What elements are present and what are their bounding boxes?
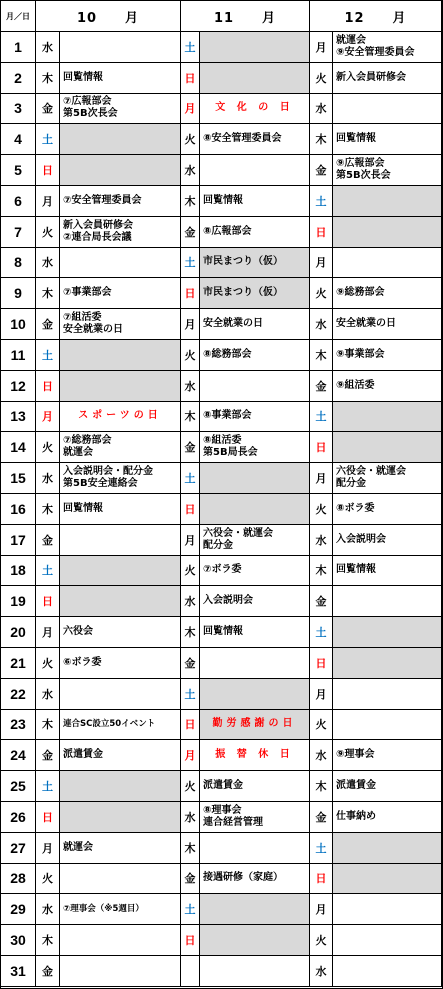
- weekday-nov: 火: [181, 556, 200, 587]
- weekday-nov: 日: [181, 494, 200, 525]
- event-nov: 勤労感謝の日: [200, 710, 310, 741]
- weekday-oct: 土: [36, 124, 60, 155]
- weekday-oct: 金: [36, 309, 60, 340]
- event-dec: [333, 617, 442, 648]
- event-oct: 回覧情報: [60, 63, 181, 94]
- event-oct: ⑦安全管理委員会: [60, 186, 181, 217]
- weekday-oct: 木: [36, 494, 60, 525]
- day-number: 18: [1, 556, 36, 587]
- event-dec: [333, 710, 442, 741]
- weekday-nov: 水: [181, 586, 200, 617]
- event-dec: [333, 864, 442, 895]
- weekday-oct: 日: [36, 371, 60, 402]
- weekday-dec: 月: [310, 32, 333, 63]
- event-dec: [333, 679, 442, 710]
- weekday-nov: 月: [181, 94, 200, 125]
- weekday-nov: 木: [181, 833, 200, 864]
- event-oct: [60, 925, 181, 956]
- weekday-oct: 金: [36, 956, 60, 987]
- day-number: 15: [1, 463, 36, 494]
- event-oct: [60, 340, 181, 371]
- event-dec: ⑨理事会: [333, 740, 442, 771]
- event-dec: ⑨事業部会: [333, 340, 442, 371]
- weekday-nov: 水: [181, 802, 200, 833]
- event-nov: 振 替 休 日: [200, 740, 310, 771]
- weekday-nov: 土: [181, 32, 200, 63]
- event-dec: ⑧ボラ委: [333, 494, 442, 525]
- event-oct: [60, 586, 181, 617]
- event-oct: 入会説明会・配分金 第5B安全連絡会: [60, 463, 181, 494]
- weekday-dec: 水: [310, 94, 333, 125]
- day-number: 27: [1, 833, 36, 864]
- event-nov: 回覧情報: [200, 186, 310, 217]
- weekday-nov: 木: [181, 186, 200, 217]
- day-number: 13: [1, 402, 36, 433]
- event-oct: [60, 556, 181, 587]
- weekday-oct: 木: [36, 925, 60, 956]
- weekday-dec: 水: [310, 740, 333, 771]
- weekday-nov: 火: [181, 771, 200, 802]
- weekday-oct: 土: [36, 340, 60, 371]
- event-oct: ⑥ボラ委: [60, 648, 181, 679]
- day-number: 7: [1, 217, 36, 248]
- weekday-oct: 日: [36, 586, 60, 617]
- event-dec: [333, 186, 442, 217]
- event-oct: [60, 248, 181, 279]
- weekday-dec: 水: [310, 309, 333, 340]
- event-oct: [60, 155, 181, 186]
- weekday-oct: 金: [36, 525, 60, 556]
- weekday-oct: 火: [36, 864, 60, 895]
- weekday-dec: 火: [310, 710, 333, 741]
- weekday-nov: 月: [181, 525, 200, 556]
- header-month-dec: 12 月: [310, 1, 442, 32]
- weekday-oct: 日: [36, 155, 60, 186]
- weekday-oct: 水: [36, 679, 60, 710]
- event-dec: [333, 925, 442, 956]
- event-nov: [200, 956, 310, 987]
- day-number: 22: [1, 679, 36, 710]
- weekday-nov: 日: [181, 63, 200, 94]
- weekday-nov: 月: [181, 740, 200, 771]
- event-nov: 派遣賃金: [200, 771, 310, 802]
- event-nov: [200, 925, 310, 956]
- event-oct: 回覧情報: [60, 494, 181, 525]
- day-number: 8: [1, 248, 36, 279]
- event-nov: [200, 648, 310, 679]
- weekday-nov: 土: [181, 679, 200, 710]
- event-nov: [200, 63, 310, 94]
- weekday-dec: 日: [310, 864, 333, 895]
- weekday-dec: 土: [310, 617, 333, 648]
- weekday-nov: 火: [181, 124, 200, 155]
- weekday-nov: [181, 956, 200, 987]
- weekday-dec: 日: [310, 432, 333, 463]
- day-number: 29: [1, 894, 36, 925]
- day-number: 9: [1, 278, 36, 309]
- event-oct: 就運会: [60, 833, 181, 864]
- weekday-oct: 木: [36, 278, 60, 309]
- event-oct: ⑦事業部会: [60, 278, 181, 309]
- weekday-nov: 火: [181, 340, 200, 371]
- event-dec: ⑨広報部会 第5B次長会: [333, 155, 442, 186]
- weekday-oct: 月: [36, 617, 60, 648]
- day-number: 14: [1, 432, 36, 463]
- event-oct: スポーツの日: [60, 402, 181, 433]
- weekday-nov: 金: [181, 217, 200, 248]
- event-dec: [333, 648, 442, 679]
- event-dec: 新入会員研修会: [333, 63, 442, 94]
- event-dec: 六役会・就運会 配分金: [333, 463, 442, 494]
- event-dec: 仕事納め: [333, 802, 442, 833]
- event-dec: [333, 956, 442, 987]
- event-oct: ⑦総務部会 就運会: [60, 432, 181, 463]
- weekday-dec: 金: [310, 371, 333, 402]
- weekday-oct: 金: [36, 94, 60, 125]
- weekday-dec: 月: [310, 248, 333, 279]
- weekday-dec: 水: [310, 525, 333, 556]
- event-oct: [60, 525, 181, 556]
- event-dec: 回覧情報: [333, 556, 442, 587]
- event-oct: 新入会員研修会 ②連合局長会議: [60, 217, 181, 248]
- event-nov: 接遇研修（家庭）: [200, 864, 310, 895]
- event-dec: [333, 432, 442, 463]
- event-nov: ⑧事業部会: [200, 402, 310, 433]
- weekday-oct: 日: [36, 802, 60, 833]
- event-dec: [333, 833, 442, 864]
- weekday-oct: 水: [36, 894, 60, 925]
- weekday-oct: 木: [36, 63, 60, 94]
- day-number: 31: [1, 956, 36, 987]
- weekday-dec: 木: [310, 771, 333, 802]
- event-nov: ⑦ボラ委: [200, 556, 310, 587]
- weekday-dec: 火: [310, 494, 333, 525]
- event-dec: 入会説明会: [333, 525, 442, 556]
- event-oct: ⑦組活委 安全就業の日: [60, 309, 181, 340]
- event-nov: ⑧組活委 第5B局長会: [200, 432, 310, 463]
- event-oct: [60, 802, 181, 833]
- weekday-nov: 土: [181, 248, 200, 279]
- event-dec: 就運会 ⑨安全管理委員会: [333, 32, 442, 63]
- weekday-nov: 水: [181, 371, 200, 402]
- day-number: 12: [1, 371, 36, 402]
- event-nov: [200, 679, 310, 710]
- event-nov: 市民まつり（仮）: [200, 278, 310, 309]
- event-oct: [60, 864, 181, 895]
- event-dec: ⑨総務部会: [333, 278, 442, 309]
- weekday-oct: 月: [36, 186, 60, 217]
- event-oct: 派遣賃金: [60, 740, 181, 771]
- event-oct: [60, 956, 181, 987]
- event-nov: 回覧情報: [200, 617, 310, 648]
- header-month-nov: 11 月: [181, 1, 310, 32]
- event-oct: ⑦広報部会 第5B次長会: [60, 94, 181, 125]
- weekday-oct: 土: [36, 556, 60, 587]
- event-nov: [200, 155, 310, 186]
- weekday-dec: 月: [310, 679, 333, 710]
- event-dec: [333, 894, 442, 925]
- weekday-dec: 水: [310, 956, 333, 987]
- weekday-dec: 木: [310, 340, 333, 371]
- event-oct: [60, 371, 181, 402]
- weekday-oct: 水: [36, 463, 60, 494]
- event-dec: [333, 217, 442, 248]
- day-number: 5: [1, 155, 36, 186]
- event-oct: 連合SC設立50イベント: [60, 710, 181, 741]
- weekday-oct: 金: [36, 740, 60, 771]
- event-dec: [333, 94, 442, 125]
- event-nov: 入会説明会: [200, 586, 310, 617]
- weekday-dec: 日: [310, 217, 333, 248]
- event-dec: 回覧情報: [333, 124, 442, 155]
- day-number: 17: [1, 525, 36, 556]
- weekday-dec: 土: [310, 186, 333, 217]
- weekday-oct: 月: [36, 402, 60, 433]
- weekday-nov: 土: [181, 463, 200, 494]
- day-number: 24: [1, 740, 36, 771]
- weekday-nov: 日: [181, 278, 200, 309]
- event-oct: [60, 679, 181, 710]
- event-dec: [333, 586, 442, 617]
- weekday-nov: 木: [181, 402, 200, 433]
- weekday-oct: 水: [36, 248, 60, 279]
- day-number: 19: [1, 586, 36, 617]
- day-number: 1: [1, 32, 36, 63]
- event-oct: 六役会: [60, 617, 181, 648]
- weekday-oct: 水: [36, 32, 60, 63]
- day-number: 26: [1, 802, 36, 833]
- event-dec: 安全就業の日: [333, 309, 442, 340]
- weekday-dec: 木: [310, 124, 333, 155]
- day-number: 28: [1, 864, 36, 895]
- weekday-nov: 金: [181, 432, 200, 463]
- event-nov: [200, 463, 310, 494]
- weekday-dec: 木: [310, 556, 333, 587]
- weekday-dec: 土: [310, 833, 333, 864]
- event-nov: [200, 32, 310, 63]
- event-nov: ⑧総務部会: [200, 340, 310, 371]
- event-nov: [200, 833, 310, 864]
- day-number: 2: [1, 63, 36, 94]
- day-number: 10: [1, 309, 36, 340]
- weekday-dec: 月: [310, 894, 333, 925]
- weekday-nov: 木: [181, 617, 200, 648]
- day-number: 4: [1, 124, 36, 155]
- weekday-oct: 火: [36, 648, 60, 679]
- event-nov: [200, 494, 310, 525]
- event-nov: ⑧理事会 連合経営管理: [200, 802, 310, 833]
- event-oct: [60, 124, 181, 155]
- weekday-dec: 金: [310, 155, 333, 186]
- weekday-dec: 火: [310, 925, 333, 956]
- weekday-nov: 日: [181, 925, 200, 956]
- event-nov: [200, 371, 310, 402]
- day-number: 30: [1, 925, 36, 956]
- weekday-dec: 火: [310, 63, 333, 94]
- day-number: 25: [1, 771, 36, 802]
- event-nov: ⑧広報部会: [200, 217, 310, 248]
- weekday-nov: 土: [181, 894, 200, 925]
- header-month-oct: 10 月: [36, 1, 181, 32]
- weekday-oct: 土: [36, 771, 60, 802]
- event-nov: 文 化 の 日: [200, 94, 310, 125]
- weekday-dec: 土: [310, 402, 333, 433]
- weekday-oct: 月: [36, 833, 60, 864]
- event-oct: [60, 771, 181, 802]
- day-number: 23: [1, 710, 36, 741]
- event-dec: ⑨組活委: [333, 371, 442, 402]
- day-number: 3: [1, 94, 36, 125]
- weekday-nov: 日: [181, 710, 200, 741]
- weekday-oct: 火: [36, 217, 60, 248]
- day-number: 6: [1, 186, 36, 217]
- day-number: 11: [1, 340, 36, 371]
- weekday-dec: 日: [310, 648, 333, 679]
- event-dec: 派遣賃金: [333, 771, 442, 802]
- event-dec: [333, 402, 442, 433]
- weekday-dec: 月: [310, 463, 333, 494]
- day-number: 20: [1, 617, 36, 648]
- weekday-oct: 木: [36, 710, 60, 741]
- day-number: 16: [1, 494, 36, 525]
- weekday-dec: 火: [310, 278, 333, 309]
- event-nov: [200, 894, 310, 925]
- day-number: 21: [1, 648, 36, 679]
- event-nov: 六役会・就運会 配分金: [200, 525, 310, 556]
- event-nov: 安全就業の日: [200, 309, 310, 340]
- weekday-nov: 金: [181, 648, 200, 679]
- weekday-dec: 金: [310, 586, 333, 617]
- weekday-nov: 金: [181, 864, 200, 895]
- event-nov: ⑧安全管理委員会: [200, 124, 310, 155]
- weekday-nov: 水: [181, 155, 200, 186]
- weekday-dec: 金: [310, 802, 333, 833]
- event-oct: ⑦理事会（※5週目）: [60, 894, 181, 925]
- header-corner: 月／日: [1, 1, 36, 32]
- event-dec: [333, 248, 442, 279]
- weekday-oct: 火: [36, 432, 60, 463]
- event-nov: 市民まつり（仮）: [200, 248, 310, 279]
- weekday-nov: 月: [181, 309, 200, 340]
- event-oct: [60, 32, 181, 63]
